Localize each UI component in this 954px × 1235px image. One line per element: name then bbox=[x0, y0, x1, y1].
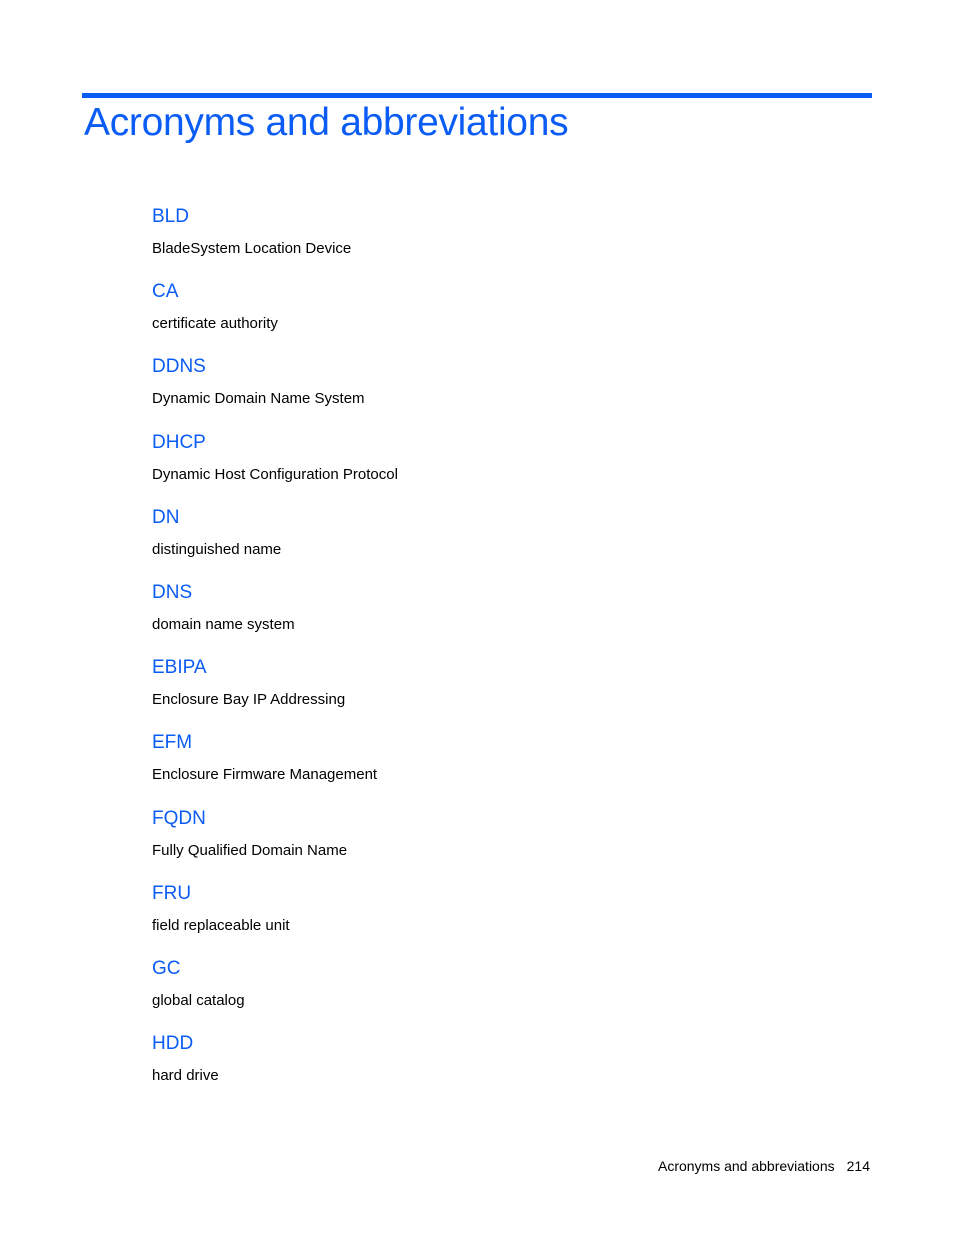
acronym-entry bbox=[152, 806, 852, 881]
acronym-entry bbox=[152, 430, 852, 505]
acronym-term: DN bbox=[152, 506, 180, 528]
footer-section-title: Acronyms and abbreviations bbox=[657, 1158, 835, 1174]
acronym-term: GC bbox=[152, 957, 181, 979]
acronym-term: HDD bbox=[152, 1033, 194, 1055]
acronym-entry bbox=[152, 956, 852, 1031]
page-footer bbox=[658, 1158, 870, 1174]
acronym-definition: Dynamic Host Configuration Protocol bbox=[152, 465, 398, 483]
acronym-term: EBIPA bbox=[152, 657, 207, 679]
acronym-entry bbox=[152, 279, 852, 354]
acronym-term: EFM bbox=[152, 732, 193, 754]
acronym-entry bbox=[152, 580, 852, 655]
acronym-definition: Dynamic Domain Name System bbox=[152, 390, 365, 408]
acronym-entry bbox=[152, 1031, 852, 1106]
acronym-definition: domain name system bbox=[152, 615, 295, 633]
acronym-term: CA bbox=[152, 281, 179, 303]
acronym-definition: Enclosure Firmware Management bbox=[152, 766, 378, 784]
acronym-entry bbox=[152, 354, 852, 429]
acronym-term: FRU bbox=[152, 882, 192, 904]
acronym-list bbox=[152, 204, 852, 1106]
acronym-entry bbox=[152, 204, 852, 279]
acronym-definition: certificate authority bbox=[152, 315, 278, 333]
acronym-term: DHCP bbox=[152, 431, 206, 453]
acronym-entry bbox=[152, 505, 852, 580]
acronym-definition: hard drive bbox=[152, 1067, 219, 1085]
acronym-definition: field replaceable unit bbox=[152, 916, 290, 934]
page-title: Acronyms and abbreviations bbox=[84, 101, 569, 144]
acronym-definition: distinguished name bbox=[152, 540, 282, 558]
title-rule bbox=[82, 93, 872, 98]
page-number: 214 bbox=[846, 1158, 870, 1174]
acronym-definition: global catalog bbox=[152, 991, 245, 1009]
acronym-term: DNS bbox=[152, 581, 193, 603]
acronym-term: FQDN bbox=[152, 807, 206, 829]
acronym-term: DDNS bbox=[152, 356, 206, 378]
acronym-definition: Fully Qualified Domain Name bbox=[152, 841, 348, 859]
acronym-term: BLD bbox=[152, 206, 189, 227]
acronym-entry bbox=[152, 655, 852, 730]
acronym-entry bbox=[152, 730, 852, 805]
acronym-entry bbox=[152, 881, 852, 956]
acronym-definition: BladeSystem Location Device bbox=[152, 240, 352, 257]
acronym-definition: Enclosure Bay IP Addressing bbox=[152, 691, 346, 709]
